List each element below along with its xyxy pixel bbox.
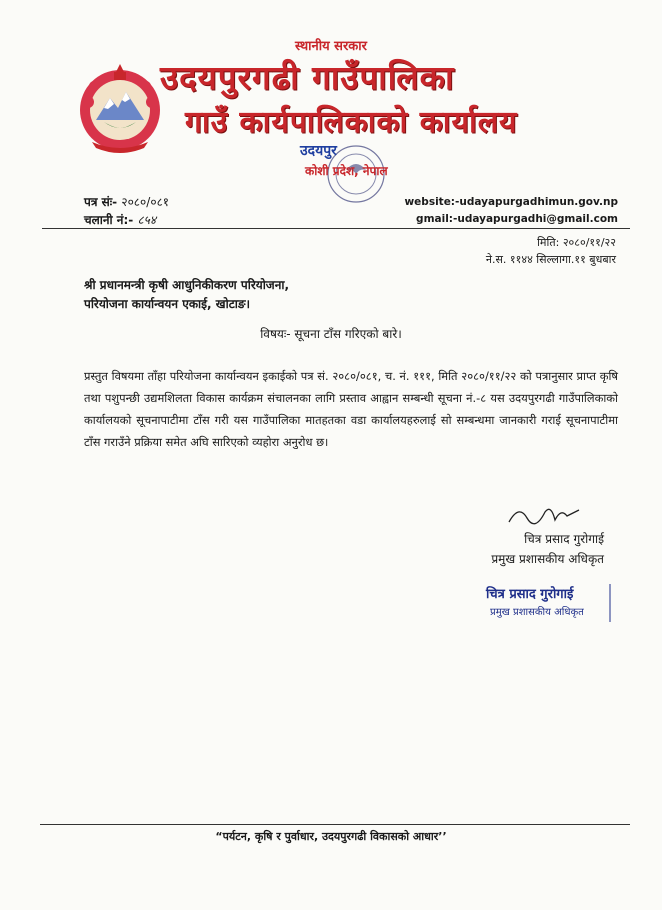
- signatory-name: चित्र प्रसाद गुरोगाई: [524, 532, 604, 546]
- government-label: स्थानीय सरकार: [295, 39, 367, 54]
- date-nepal-sambat: ने.स. ११४४ सिल्लागा.११ बुधबार: [485, 253, 616, 266]
- addressee-line-1: श्री प्रधानमन्त्री कृषी आधुनिकीकरण परियोजना,: [84, 278, 290, 292]
- footer-motto: “पर्यटन, कृषि र पुर्वाधार, उदयपुरगढी विकासको आधार’’: [215, 830, 447, 843]
- handwritten-signature-icon: [505, 500, 585, 530]
- province-name: कोशी प्रदेश, नेपाल: [305, 164, 388, 178]
- chalani-label: चलानी नं:-: [84, 213, 134, 227]
- subject: विषयः- सूचना टाँस गरिएको बारे।: [260, 327, 402, 341]
- chalani-number: [84, 211, 156, 228]
- district-name: उदयपुर: [300, 143, 337, 159]
- patra-number: [84, 193, 169, 210]
- website: website:-udayapurgadhimun.gov.np: [404, 196, 618, 208]
- gmail: gmail:-udayapurgadhi@gmail.com: [416, 213, 618, 225]
- stamp-title: प्रमुख प्रशासकीय अधिकृत: [490, 607, 584, 618]
- addressee-line-2: परियोजना कार्यान्वयन एकाई, खोटाङ।: [84, 297, 251, 311]
- date-miti: मिति: २०८०/११/२२: [537, 236, 616, 249]
- patra-value: २०८०/०८१: [121, 195, 170, 209]
- patra-label: पत्र संः-: [84, 195, 118, 209]
- chalani-value: ८५४: [137, 213, 157, 227]
- footer-divider: [40, 824, 630, 825]
- signatory-title: प्रमुख प्रशासकीय अधिकृत: [491, 552, 604, 566]
- letter-body: प्रस्तुत विषयमा ताँहा परियोजना कार्यान्वयन इकाईको पत्र सं. २०८०/०८१, च. नं. १११, मिति २०८०/११/२२ को पत्रानुसार प्राप्त कृषि तथा पशुपन्छी उद्यमशिलता विकास कार्यक्रम संचालनका लागि प्रस्ताव आह्वान सम्बन्धी सूचना नं.-८ यस उदयपुरगढी गाउँपालिकाको कार्यालयको सूचनापाटीमा टाँस गरी यस गाउँपालिका मातहतका वडा कार्यालयहरुलाई सो सम्बन्धमा जानकारी गराई सूचनापाटीमा टाँस गराउँने प्रक्रिया समेत अघि सारिएको व्यहोरा अनुरोध छ।: [84, 369, 618, 449]
- office-name: गाउँ कार्यपालिकाको कार्यालय: [185, 105, 518, 140]
- header-divider: [42, 228, 630, 229]
- municipality-name: उदयपुरगढी गाउँपालिका: [160, 58, 455, 97]
- stamp-name: चित्र प्रसाद गुरोगाई: [486, 587, 574, 602]
- nepal-emblem-icon: [74, 62, 166, 154]
